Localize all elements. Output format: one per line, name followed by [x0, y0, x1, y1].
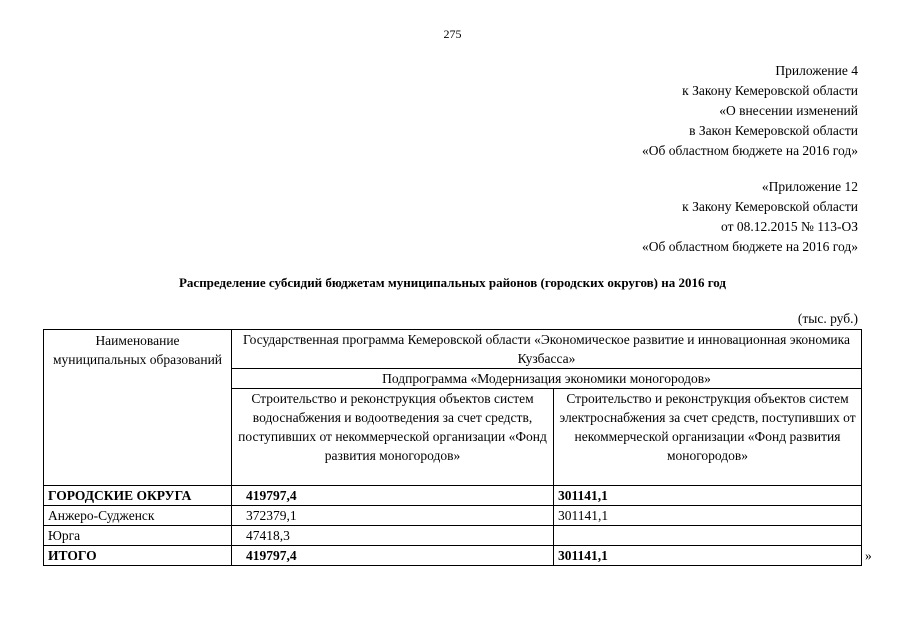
table-row	[44, 526, 862, 546]
appendix-line: Приложение 4	[775, 63, 858, 78]
appendix-line: «Об областном бюджете на 2016 год»	[642, 239, 858, 254]
document-title: Распределение субсидий бюджетам муниципальных районов (городских округов) на 2016 год	[178, 275, 727, 290]
row-value-water: 419797,4	[232, 546, 554, 566]
row-name: ИТОГО	[44, 546, 232, 566]
appendix-line: от 08.12.2015 № 113-ОЗ	[721, 219, 858, 234]
header-municipality: Наименование муниципальных образований	[44, 330, 232, 486]
page-number: 275	[443, 27, 462, 41]
appendix-line: к Закону Кемеровской области	[682, 199, 858, 214]
header-subprogram: Подпрограмма «Модернизация экономики моногородов»	[232, 369, 862, 389]
appendix-line: «О внесении изменений	[719, 103, 858, 118]
table-header-row	[44, 330, 862, 369]
appendix-4-header	[642, 61, 858, 161]
appendix-line: к Закону Кемеровской области	[682, 83, 858, 98]
header-electricity-supply: Строительство и реконструкция объектов систем электроснабжения за счет средств, поступивших от некоммерческой организации «Фонд развития моногородов»	[554, 389, 862, 486]
row-value-electricity: 301141,1	[554, 486, 862, 506]
appendix-line: «Приложение 12	[761, 179, 858, 194]
row-name: Юрга	[44, 526, 232, 546]
row-value-water: 419797,4	[232, 486, 554, 506]
appendix-line: «Об областном бюджете на 2016 год»	[642, 143, 858, 158]
row-value-water: 372379,1	[232, 506, 554, 526]
row-name: Анжеро-Судженск	[44, 506, 232, 526]
row-value-electricity: 301141,1	[554, 506, 862, 526]
appendix-line: в Закон Кемеровской области	[689, 123, 858, 138]
header-program: Государственная программа Кемеровской области «Экономическое развитие и инновационная экономика Кузбасса»	[232, 330, 862, 369]
row-value-water: 47418,3	[232, 526, 554, 546]
header-water-supply: Строительство и реконструкция объектов систем водоснабжения и водоотведения за счет средств, поступивших от некоммерческой организации «Фонд развития моногородов»	[232, 389, 554, 486]
row-value-electricity	[554, 526, 862, 546]
appendix-12-header	[642, 177, 858, 257]
row-name: ГОРОДСКИЕ ОКРУГА	[44, 486, 232, 506]
row-value-electricity: 301141,1	[554, 546, 862, 566]
table-row	[44, 486, 862, 506]
closing-quote-mark: »	[865, 548, 872, 563]
table-row	[44, 506, 862, 526]
subsidy-table	[43, 329, 862, 566]
table-row	[44, 546, 862, 566]
units-label: (тыс. руб.)	[797, 311, 858, 326]
